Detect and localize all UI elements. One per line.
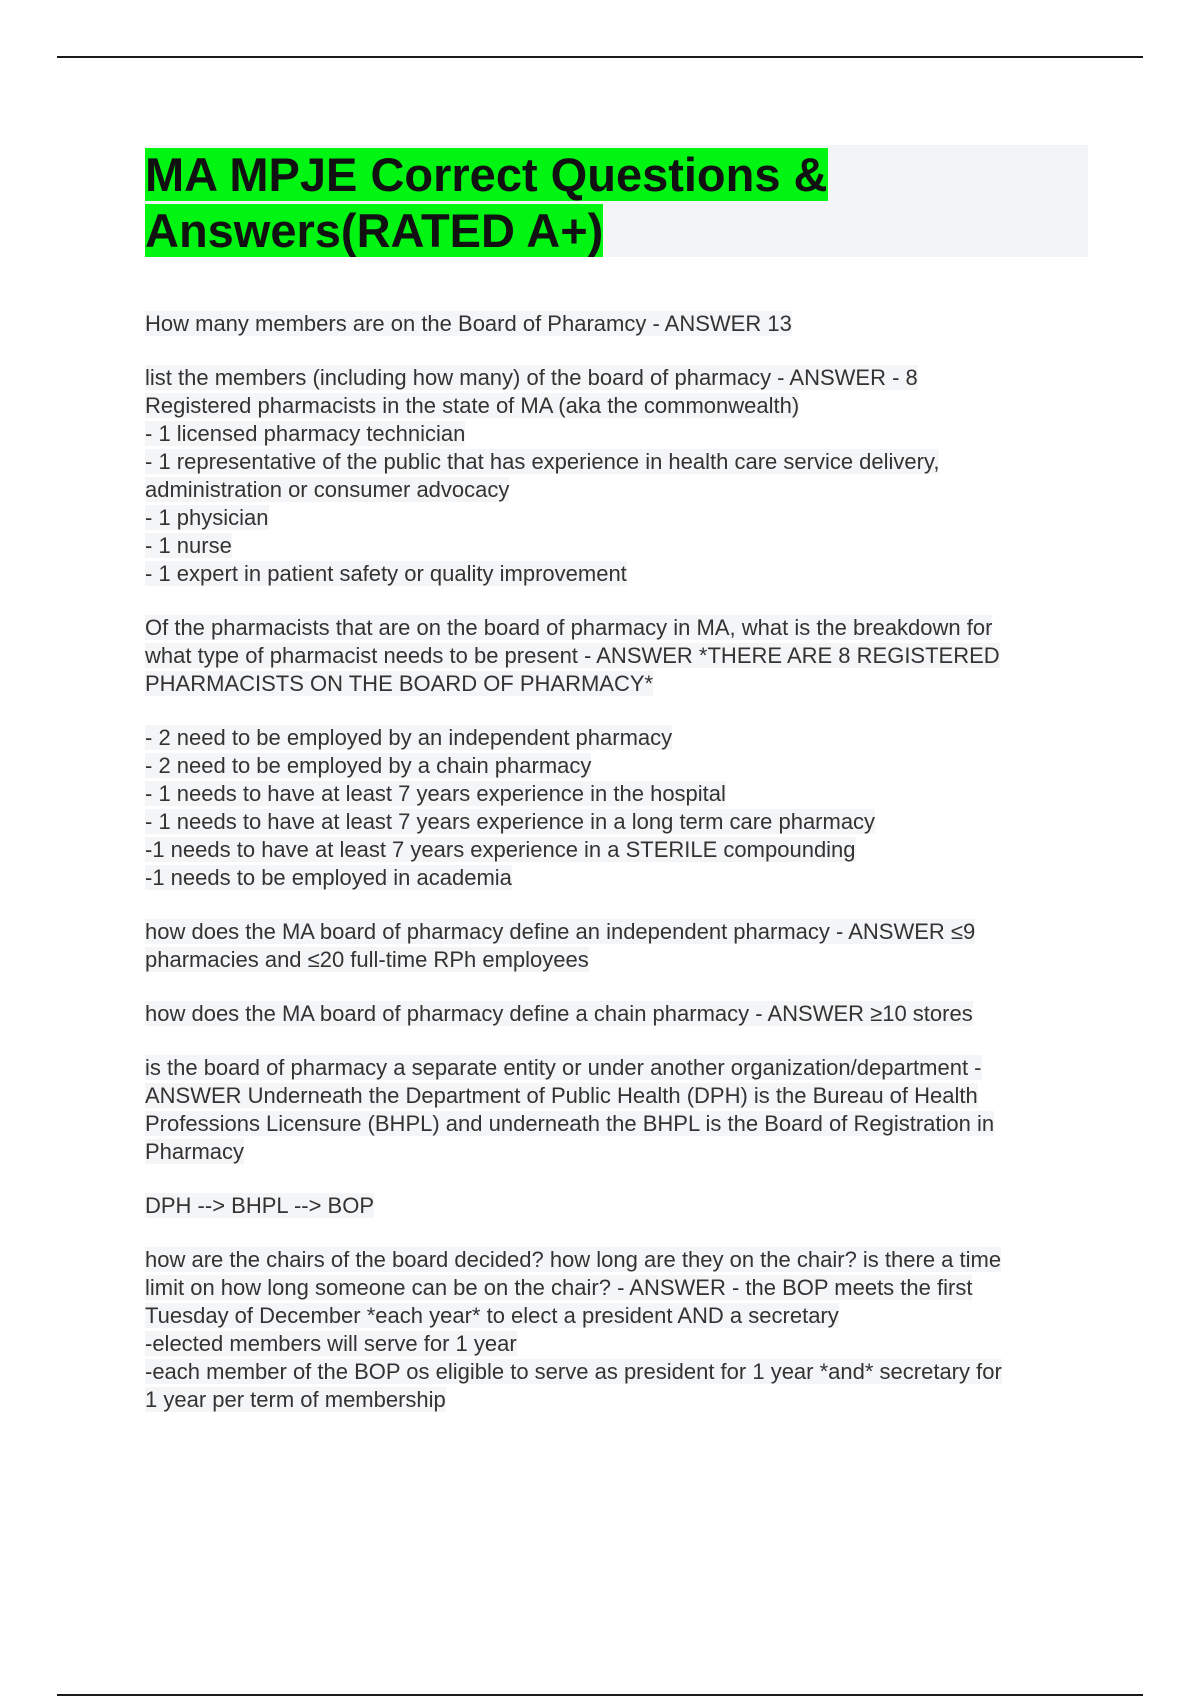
text-line (145, 1110, 1095, 1138)
text-line (145, 614, 1095, 642)
text-line (145, 1246, 1095, 1274)
text-line (145, 1000, 1095, 1028)
text-line-content: - 1 needs to have at least 7 years experience in a long term care pharmacy (145, 809, 876, 834)
text-line-content: Registered pharmacists in the state of MA (aka the commonwealth) (145, 393, 800, 418)
text-line (145, 310, 1095, 338)
text-line-content: - 1 physician (145, 505, 269, 530)
text-line-content: administration or consumer advocacy (145, 477, 510, 502)
text-line-content: - 2 need to be employed by an independent pharmacy (145, 725, 673, 750)
text-line (145, 1054, 1095, 1082)
qa-paragraph (145, 1000, 1095, 1028)
document-title (145, 147, 1088, 259)
text-line (145, 448, 1095, 476)
text-line (145, 670, 1095, 698)
text-line-content: how does the MA board of pharmacy define a chain pharmacy - ANSWER ≥10 stores (145, 1001, 973, 1026)
text-line-content: pharmacies and ≤20 full-time RPh employees (145, 947, 589, 972)
text-line (145, 420, 1095, 448)
text-line-content: -1 needs to have at least 7 years experience in a STERILE compounding (145, 837, 856, 862)
text-line (145, 752, 1095, 780)
text-line (145, 1082, 1095, 1110)
text-line-content: how does the MA board of pharmacy define an independent pharmacy - ANSWER ≤9 (145, 919, 976, 944)
text-line (145, 836, 1095, 864)
text-line (145, 642, 1095, 670)
text-line (145, 504, 1095, 532)
qa-paragraph (145, 918, 1095, 974)
text-line (145, 1274, 1095, 1302)
text-line (145, 918, 1095, 946)
text-line-content: Tuesday of December *each year* to elect a president AND a secretary (145, 1303, 839, 1328)
text-line-content: what type of pharmacist needs to be present - ANSWER *THERE ARE 8 REGISTERED (145, 643, 1000, 668)
text-line-content: -1 needs to be employed in academia (145, 865, 512, 890)
title-line-1: MA MPJE Correct Questions & (145, 148, 828, 201)
text-line (145, 724, 1095, 752)
header-rule (57, 56, 1143, 58)
document-body (145, 310, 1095, 1440)
text-line-content: How many members are on the Board of Pharamcy - ANSWER 13 (145, 311, 792, 336)
text-line (145, 1192, 1095, 1220)
text-line (145, 808, 1095, 836)
text-line-content: is the board of pharmacy a separate entity or under another organization/department - (145, 1055, 982, 1080)
text-line-content: list the members (including how many) of the board of pharmacy - ANSWER - 8 (145, 365, 918, 390)
text-line (145, 1386, 1095, 1414)
text-line (145, 364, 1095, 392)
text-line-content: limit on how long someone can be on the chair? - ANSWER - the BOP meets the first (145, 1275, 973, 1300)
text-line (145, 780, 1095, 808)
text-line-content: Pharmacy (145, 1139, 245, 1164)
qa-paragraph (145, 1192, 1095, 1220)
text-line (145, 476, 1095, 504)
text-line (145, 864, 1095, 892)
text-line-content: - 1 licensed pharmacy technician (145, 421, 466, 446)
text-line (145, 946, 1095, 974)
text-line-content: - 1 representative of the public that has experience in health care service delivery, (145, 449, 940, 474)
text-line-content: ANSWER Underneath the Department of Public Health (DPH) is the Bureau of Health (145, 1083, 978, 1108)
text-line-content: - 1 expert in patient safety or quality improvement (145, 561, 627, 586)
text-line-content: 1 year per term of membership (145, 1387, 446, 1412)
qa-paragraph (145, 614, 1095, 698)
text-line-content: -elected members will serve for 1 year (145, 1331, 517, 1356)
text-line-content: Of the pharmacists that are on the board of pharmacy in MA, what is the breakdown for (145, 615, 993, 640)
qa-paragraph (145, 724, 1095, 892)
qa-paragraph (145, 310, 1095, 338)
text-line-content: -each member of the BOP os eligible to serve as president for 1 year *and* secretary for (145, 1359, 1002, 1384)
text-line-content: Professions Licensure (BHPL) and underneath the BHPL is the Board of Registration in (145, 1111, 995, 1136)
footer-rule (57, 1694, 1143, 1696)
text-line (145, 1330, 1095, 1358)
text-line-content: DPH --> BHPL --> BOP (145, 1193, 375, 1218)
text-line (145, 1138, 1095, 1166)
text-line-content: how are the chairs of the board decided? how long are they on the chair? is there a time (145, 1247, 1002, 1272)
text-line (145, 532, 1095, 560)
text-line (145, 1358, 1095, 1386)
text-line-content: - 1 needs to have at least 7 years experience in the hospital (145, 781, 726, 806)
text-line-content: PHARMACISTS ON THE BOARD OF PHARMACY* (145, 671, 654, 696)
title-line-2: Answers(RATED A+) (145, 204, 604, 257)
qa-paragraph (145, 1054, 1095, 1166)
text-line (145, 392, 1095, 420)
text-line (145, 1302, 1095, 1330)
text-line-content: - 1 nurse (145, 533, 232, 558)
qa-paragraph (145, 364, 1095, 588)
text-line (145, 560, 1095, 588)
qa-paragraph (145, 1246, 1095, 1414)
text-line-content: - 2 need to be employed by a chain pharmacy (145, 753, 592, 778)
